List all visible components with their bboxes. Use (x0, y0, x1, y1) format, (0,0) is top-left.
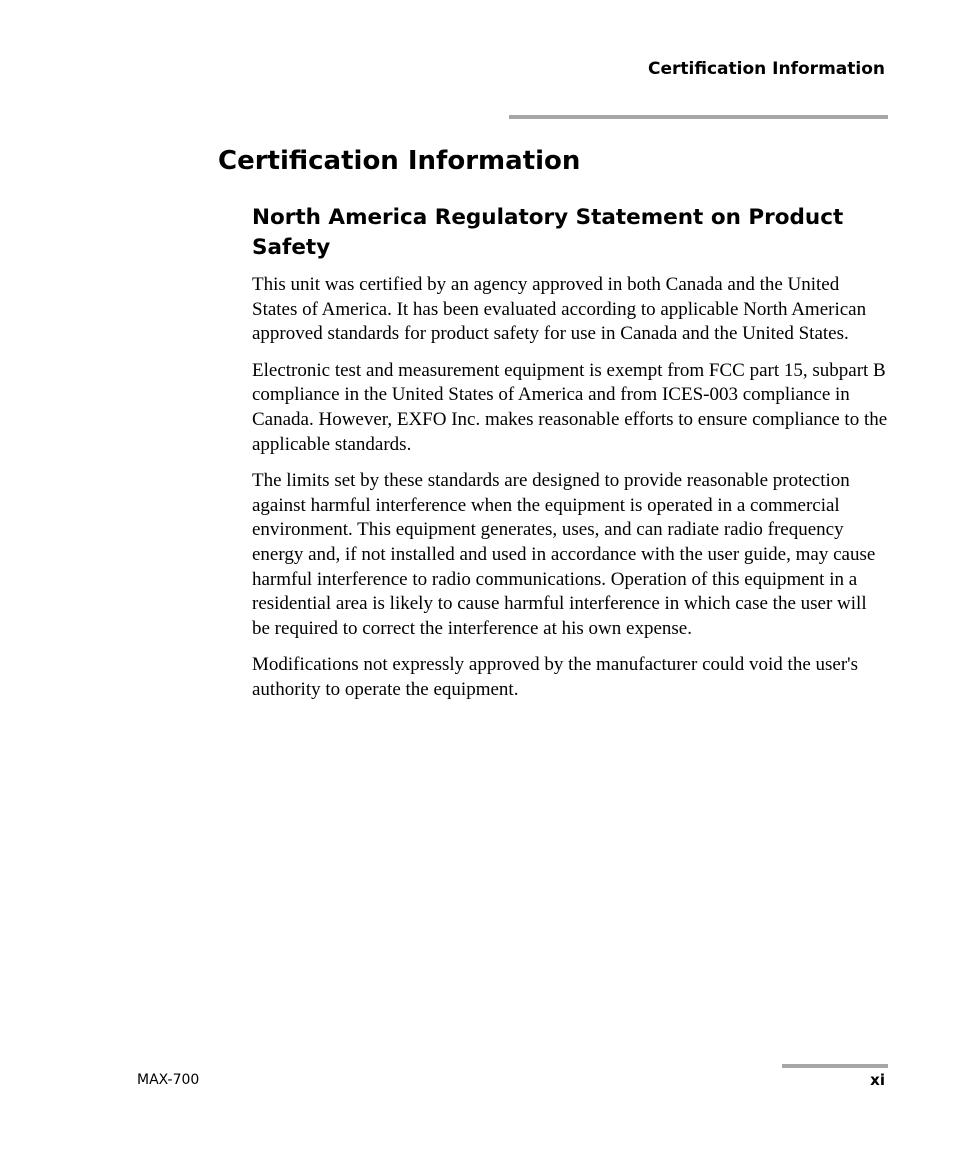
paragraph-modifications: Modifications not expressly approved by the manufacturer could void the user's authority to operate the equipment. (252, 654, 858, 700)
footer-page-number: xi (870, 1071, 885, 1089)
content-body (252, 203, 888, 715)
paragraph-fcc-exemption: Electronic test and measurement equipment is exempt from FCC part 15, subpart B compliance in the United States of America and from ICES-003 compliance in Canada. However, EXFO Inc. makes reasonable efforts to ensure compliance to the applicable standards. (252, 359, 888, 455)
section-title: North America Regulatory Statement on Product Safety (252, 205, 844, 260)
paragraph-certification: This unit was certified by an agency approved in both Canada and the United States of America. It has been evaluated according to applicable North American approved standards for product safety for use in Canada and the United States. (252, 274, 867, 345)
footer-rule (782, 1064, 888, 1068)
footer-product-name: MAX-700 (137, 1072, 200, 1088)
header-rule (509, 115, 888, 119)
running-header: Certification Information (648, 59, 885, 79)
chapter-title: Certification Information (218, 146, 581, 176)
paragraph-interference-limits: The limits set by these standards are designed to provide reasonable protection against harmful interference when the equipment is operated in a commercial environment. This equipment generates, uses, and can radiate radio frequency energy and, if not installed and used in accordance with the user guide, may cause harmful interference to radio communications. Operation of this equipment in a residential area is likely to cause harmful interference in which case the user will be required to correct the interference at his own expense. (252, 470, 876, 639)
